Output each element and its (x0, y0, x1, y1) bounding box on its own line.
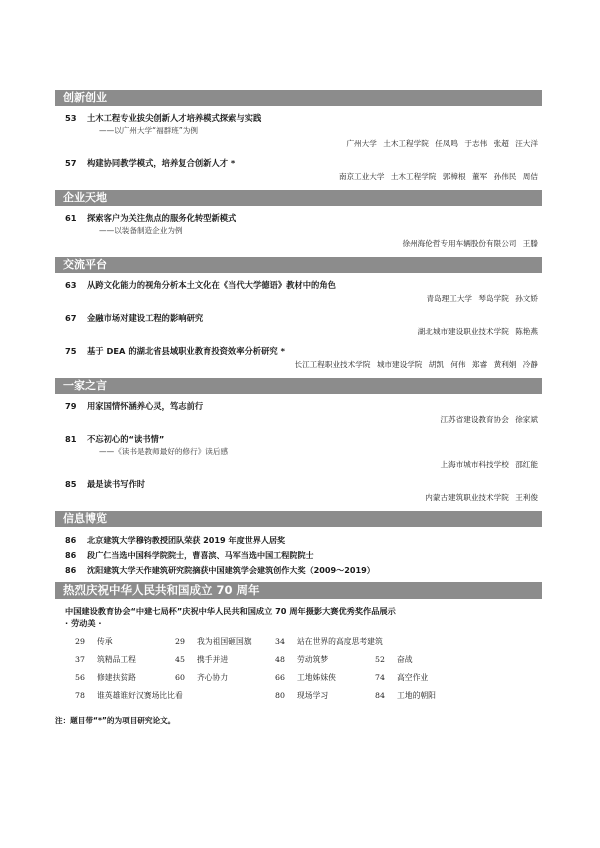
photo-title: 携手并进 (197, 655, 229, 664)
article-authors: 南京工业大学 土木工程学院 郭樟根 董军 孙伟民 周佶 (338, 172, 538, 181)
article-title[interactable]: 基于 DEA 的湖北省县域职业教育投资效率分析研究 * (87, 346, 285, 356)
article-entry[interactable] (55, 212, 542, 250)
page-number: 48 (275, 655, 285, 664)
photo-row (75, 633, 542, 651)
news-item[interactable] (55, 563, 542, 578)
article-subtitle: ——以装备制造企业为例 (99, 226, 183, 235)
page-number: 80 (275, 691, 285, 700)
page-number: 29 (75, 637, 85, 646)
section-innovation (55, 90, 542, 183)
article-entry[interactable] (55, 157, 542, 183)
article-authors: 湖北城市建设职业技术学院 陈艳燕 (417, 327, 538, 336)
page-number: 57 (65, 158, 77, 168)
photo-item[interactable] (275, 633, 477, 651)
photo-title: 奋战 (397, 655, 413, 664)
news-item[interactable] (55, 533, 542, 548)
page-number: 61 (65, 213, 77, 223)
page-number: 56 (75, 673, 85, 682)
article-title[interactable]: 从跨文化能力的视角分析本土文化在《当代大学德语》教材中的角色 (87, 280, 336, 290)
photo-title: 工地姊妹俠 (297, 673, 336, 682)
photo-item[interactable] (375, 651, 475, 669)
photo-item[interactable] (175, 633, 275, 651)
news-title[interactable]: 段广仁当选中国科学院院士，曹喜滨、马军当选中国工程院院士 (87, 550, 314, 560)
photo-row (75, 651, 542, 669)
article-authors: 广州大学 土木工程学院 任凤鸣 于志伟 张超 汪大洋 (346, 139, 538, 148)
photo-item[interactable] (75, 669, 175, 687)
page-number: 85 (65, 479, 77, 489)
photo-title: 高空作业 (397, 673, 429, 682)
page-number: 67 (65, 313, 77, 323)
article-entry[interactable] (55, 478, 542, 504)
page-number: 81 (65, 434, 77, 444)
article-authors: 青岛理工大学 琴岛学院 孙文娇 (426, 294, 538, 303)
article-title[interactable]: 构建协同教学模式，培养复合创新人才 * (87, 158, 236, 168)
news-title[interactable]: 北京建筑大学穆钧教授团队荣获 2019 年度世界人居奖 (87, 535, 286, 545)
photo-title: 工地的朝阳 (397, 691, 436, 700)
section-exchange (55, 257, 542, 371)
photo-item[interactable] (75, 687, 275, 705)
section-title: 热烈庆祝中华人民共和国成立 70 周年 (55, 582, 542, 599)
photo-item[interactable] (175, 651, 275, 669)
photo-item[interactable] (75, 651, 175, 669)
article-authors: 长江工程职业技术学院 城市建设学院 胡凯 何伟 郑睿 黄利娟 冷静 (294, 360, 538, 369)
page-number: 66 (275, 673, 285, 682)
article-title[interactable]: 探索客户为关注焦点的服务化转型新模式 (87, 213, 237, 223)
article-authors: 内蒙古建筑职业技术学院 王利俊 (425, 493, 538, 502)
article-entry[interactable] (55, 433, 542, 471)
page-number: 86 (65, 535, 77, 545)
photo-item[interactable] (275, 651, 375, 669)
article-entry[interactable] (55, 279, 542, 305)
page-number: 74 (375, 673, 385, 682)
article-entry[interactable] (55, 345, 542, 371)
photo-item[interactable] (275, 669, 375, 687)
photo-item[interactable] (275, 687, 375, 705)
page-number: 37 (75, 655, 85, 664)
page-number: 34 (275, 637, 285, 646)
page-number: 84 (375, 691, 385, 700)
article-authors: 上海市城市科技学校 邵红能 (440, 460, 538, 469)
page-number: 75 (65, 346, 77, 356)
photo-item[interactable] (375, 687, 475, 705)
page-number: 53 (65, 113, 77, 123)
photo-item[interactable] (75, 633, 175, 651)
photo-title: 劳动筑梦 (297, 655, 329, 664)
photo-item[interactable] (375, 669, 475, 687)
section-title: 一家之言 (55, 378, 542, 394)
section-title: 交流平台 (55, 257, 542, 273)
photo-title: 修建扶贫路 (97, 673, 136, 682)
photo-title: 站在世界的高度思考建筑 (297, 637, 383, 646)
article-entry[interactable] (55, 400, 542, 426)
article-subtitle: ——以广州大学“福群班”为例 (99, 126, 198, 135)
article-title[interactable]: 最是读书写作时 (87, 479, 146, 489)
section-title: 信息博览 (55, 511, 542, 527)
section-opinion (55, 378, 542, 504)
photo-contest-subtitle: · 劳动美 · (65, 618, 102, 628)
photo-title: 谁英雄谁好汉赛场比比看 (97, 691, 183, 700)
page-number: 78 (75, 691, 85, 700)
page-number: 45 (175, 655, 185, 664)
article-title[interactable]: 不忘初心的“读书情” (87, 434, 165, 444)
photo-title: 齐心协力 (197, 673, 229, 682)
page-number: 29 (175, 637, 185, 646)
footnote: 注：题目带“*”的为项目研究论文。 (55, 716, 176, 725)
photo-row (75, 669, 542, 687)
page-number: 86 (65, 565, 77, 575)
page-number: 52 (375, 655, 385, 664)
article-authors: 江苏省建设教育协会 徐家斌 (440, 415, 538, 424)
photo-title: 传承 (97, 637, 113, 646)
section-title: 创新创业 (55, 90, 542, 106)
article-entry[interactable] (55, 112, 542, 150)
page-number: 79 (65, 401, 77, 411)
photo-item[interactable] (175, 669, 275, 687)
article-title[interactable]: 金融市场对建设工程的影响研究 (87, 313, 204, 323)
photo-list (55, 633, 542, 705)
photo-title: 现场学习 (297, 691, 329, 700)
article-authors: 徐州海伦哲专用车辆股份有限公司 王滕 (402, 239, 538, 248)
article-entry[interactable] (55, 312, 542, 338)
section-enterprise (55, 190, 542, 250)
section-celebration (55, 582, 542, 726)
news-title[interactable]: 沈阳建筑大学天作建筑研究院摘获中国建筑学会建筑创作大奖（2009～2019） (87, 565, 375, 575)
article-title[interactable]: 土木工程专业拔尖创新人才培养模式探索与实践 (87, 113, 262, 123)
contents-page (55, 90, 542, 726)
article-subtitle: ——《读书是教师最好的修行》读后感 (99, 447, 229, 456)
photo-title: 我为祖国砸国旗 (197, 637, 252, 646)
photo-title: 筑精品工程 (97, 655, 136, 664)
page-number: 86 (65, 550, 77, 560)
section-title: 企业天地 (55, 190, 542, 206)
section-news (55, 511, 542, 582)
photo-contest-headline[interactable]: 中国建设教育协会“中建七局杯”庆祝中华人民共和国成立 70 周年摄影大赛优秀奖作品展示 (65, 606, 396, 616)
news-item[interactable] (55, 548, 542, 563)
article-title[interactable]: 用家国情怀涵养心灵，笃志前行 (87, 401, 204, 411)
photo-row (75, 687, 542, 705)
page-number: 63 (65, 280, 77, 290)
page-number: 60 (175, 673, 185, 682)
